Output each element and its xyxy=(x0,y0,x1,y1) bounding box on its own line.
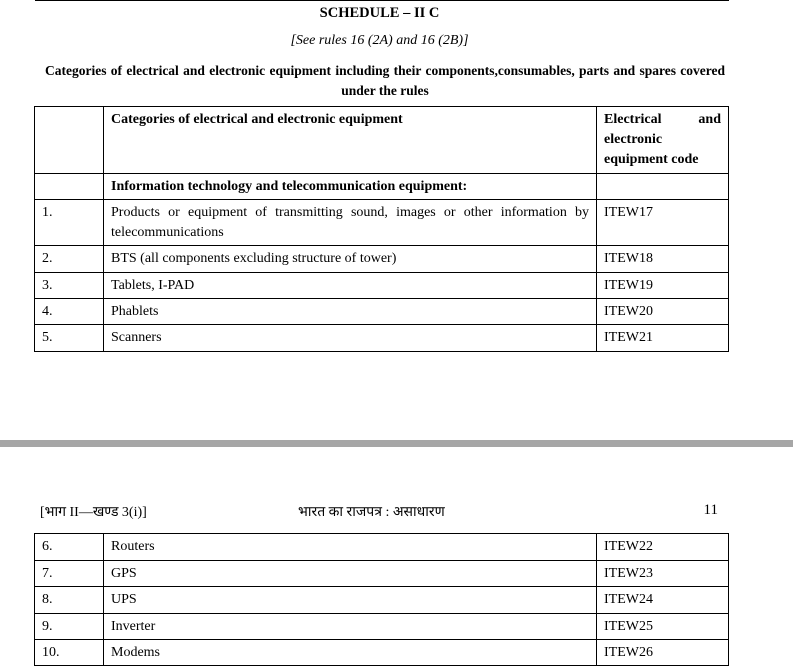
row-number: 7. xyxy=(35,561,104,587)
row-code: ITEW23 xyxy=(597,561,729,587)
row-code: ITEW25 xyxy=(597,614,729,640)
row-number: 3. xyxy=(35,273,104,299)
row-number: 6. xyxy=(35,534,104,561)
section-row xyxy=(35,174,729,200)
table-row xyxy=(35,561,729,587)
row-item: Scanners xyxy=(104,325,597,352)
row-number: 10. xyxy=(35,640,104,666)
row-item: Routers xyxy=(104,534,597,561)
row-item: Tablets, I-PAD xyxy=(104,273,597,299)
running-head-title: भारत का राजपत्र : असाधारण xyxy=(298,505,445,520)
header-code-cell: Electrical and electronic equipment code xyxy=(597,107,729,174)
schedule-title: SCHEDULE – II C xyxy=(319,5,440,21)
table-row xyxy=(35,200,729,246)
row-code: ITEW20 xyxy=(597,299,729,325)
section-serial-cell xyxy=(35,174,104,200)
section-code-cell xyxy=(597,174,729,200)
top-rule xyxy=(35,0,729,1)
table-header-row xyxy=(35,107,729,174)
section-label: Information technology and telecommunication equipment: xyxy=(111,179,468,194)
row-item: GPS xyxy=(104,561,597,587)
row-item: UPS xyxy=(104,587,597,614)
row-code: ITEW18 xyxy=(597,246,729,273)
table-row xyxy=(35,246,729,273)
row-item: Products or equipment of transmitting sound, images or other information by telecommunications xyxy=(104,200,597,246)
row-code: ITEW24 xyxy=(597,587,729,614)
page-number: 11 xyxy=(703,502,718,518)
row-code: ITEW21 xyxy=(597,325,729,352)
row-number: 1. xyxy=(35,200,104,246)
row-number: 4. xyxy=(35,299,104,325)
row-code: ITEW26 xyxy=(597,640,729,666)
row-number: 8. xyxy=(35,587,104,614)
table-row xyxy=(35,299,729,325)
page-break-bar xyxy=(0,440,793,447)
header-serial-cell xyxy=(35,107,104,174)
table-row xyxy=(35,273,729,299)
running-head xyxy=(40,502,720,520)
table-row xyxy=(35,614,729,640)
running-head-part: [भाग II—खण्ड 3(i)] xyxy=(40,505,147,520)
table-row xyxy=(35,587,729,614)
table-row xyxy=(35,325,729,352)
row-code: ITEW19 xyxy=(597,273,729,299)
rule-reference: [See rules 16 (2A) and 16 (2B)] xyxy=(290,33,469,48)
row-number: 5. xyxy=(35,325,104,352)
equipment-table xyxy=(34,106,729,352)
row-number: 9. xyxy=(35,614,104,640)
row-item: BTS (all components excluding structure of tower) xyxy=(104,246,597,273)
table-row xyxy=(35,534,729,561)
equipment-table-continued xyxy=(34,533,729,666)
row-item: Phablets xyxy=(104,299,597,325)
row-number: 2. xyxy=(35,246,104,273)
table-row xyxy=(35,640,729,666)
header-category-cell: Categories of electrical and electronic equipment xyxy=(104,107,597,174)
row-item: Modems xyxy=(104,640,597,666)
schedule-heading: Categories of electrical and electronic equipment including their components,consumables, parts and spares covered under the rules xyxy=(45,63,725,98)
row-code: ITEW22 xyxy=(597,534,729,561)
row-code: ITEW17 xyxy=(597,200,729,246)
row-item: Inverter xyxy=(104,614,597,640)
